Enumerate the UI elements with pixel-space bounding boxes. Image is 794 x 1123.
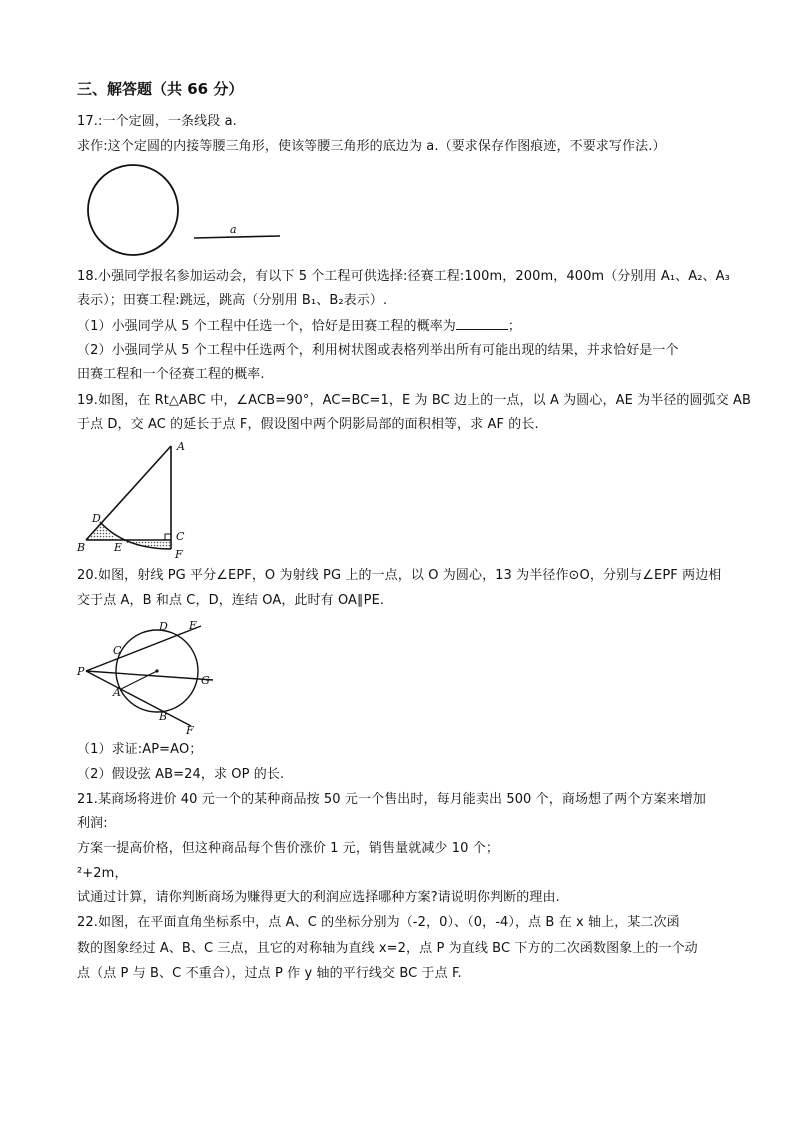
- segment-a: [194, 236, 280, 238]
- q18-line3-text: （1）小强同学从 5 个工程中任选一个，恰好是田赛工程的概率为: [77, 319, 456, 334]
- q21-line1: 21.某商场将进价 40 元一个的某种商品按 50 元一个售出时，每月能卖出 500 个，商场想了两个方案来增加: [77, 792, 706, 807]
- q18-line2: 表示）；田赛工程:跳远，跳高（分别用 B₁、B₂表示）.: [77, 293, 388, 308]
- section-heading: 三、解答题（共 66 分）: [77, 80, 244, 98]
- q18-line1: 18.小强同学报名参加运动会，有以下 5 个工程可供选择:径赛工程:100m，200m，400m（分别用 A₁、A₂、A₃: [77, 269, 730, 284]
- q21-line3: 方案一提高价格，但这种商品每个售价涨价 1 元，销售量就减少 10 个；: [77, 841, 499, 856]
- label-P: P: [77, 665, 85, 678]
- center-O: [155, 669, 158, 672]
- q18-line4: （2）小强同学从 5 个工程中任选两个，利用树状图或表格列举出所有可能出现的结果，并求恰好是一个: [77, 343, 679, 358]
- label-E: E: [189, 619, 198, 632]
- label-F: F: [186, 724, 194, 737]
- q18-line3: [77, 317, 521, 336]
- side-AB: [86, 446, 171, 540]
- label-G: G: [201, 674, 210, 687]
- q17-line2: 求作:这个定圆的内接等腰三角形，使该等腰三角形的底边为 a.（要求保存作图痕迹，不要求写作法.）: [77, 139, 666, 154]
- q20-part2: （2）假设弦 AB=24，求 OP 的长.: [77, 767, 285, 782]
- q22-line3: 点（点 P 与 B、C 不重合），过点 P 作 y 轴的平行线交 BC 于点 F.: [77, 966, 462, 981]
- q20-line2: 交于点 A，B 和点 C，D，连结 OA，此时有 OA∥PE.: [77, 593, 385, 608]
- label-A: A: [177, 440, 185, 453]
- q18-line3-end: ；: [507, 319, 522, 334]
- label-E: E: [114, 541, 123, 554]
- label-D: D: [159, 620, 168, 633]
- ray-PF: [86, 671, 191, 726]
- label-B: B: [159, 710, 168, 723]
- q17-line1: 17.:一个定圆，一条线段 a.: [77, 114, 237, 129]
- q21-line4: ²+2m，: [77, 866, 128, 881]
- ray-PG: [86, 671, 213, 680]
- label-B: B: [77, 541, 86, 554]
- answer-blank: [456, 317, 508, 330]
- label-C: C: [176, 530, 185, 543]
- q17-figure: [70, 160, 300, 266]
- label-D: D: [92, 512, 101, 525]
- label-F: F: [175, 548, 183, 561]
- segment-a-label: a: [230, 223, 237, 236]
- q21-line5: 试通过计算，请你判断商场为赚得更大的利润应选择哪种方案?请说明你判断的理由.: [77, 890, 560, 905]
- q22-line2: 数的图象经过 A、B、C 三点，且它的对称轴为直线 x=2，点 P 为直线 BC 下方的二次函数图象上的一个动: [77, 941, 698, 956]
- label-A: A: [113, 686, 121, 699]
- q22-line1: 22.如图，在平面直角坐标系中，点 A、C 的坐标分别为（-2，0）、（0，-4），点 B 在 x 轴上，某二次函: [77, 915, 680, 930]
- q19-line1: 19.如图，在 Rt△ABC 中，∠ACB=90°，AC=BC=1，E 为 BC 边上的一点，以 A 为圆心，AE 为半径的圆弧交 AB: [77, 393, 752, 408]
- q21-line2: 利润:: [77, 816, 108, 831]
- q20-line1: 20.如图，射线 PG 平分∠EPF，O 为射线 PG 上的一点，以 O 为圆心，13 为半径作⊙O，分别与∠EPF 两边相: [77, 568, 722, 583]
- q19-figure: [75, 436, 195, 561]
- q18-line5: 田赛工程和一个径赛工程的概率.: [77, 367, 265, 382]
- right-angle-mark: [165, 534, 171, 540]
- q20-figure: [73, 616, 223, 738]
- q20-part1: （1）求证:AP=AO；: [77, 742, 203, 757]
- q19-line2: 于点 D，交 AC 的延长于点 F，假设图中两个阴影局部的面积相等，求 AF 的长.: [77, 417, 539, 432]
- label-C: C: [113, 644, 122, 657]
- given-circle: [88, 165, 178, 255]
